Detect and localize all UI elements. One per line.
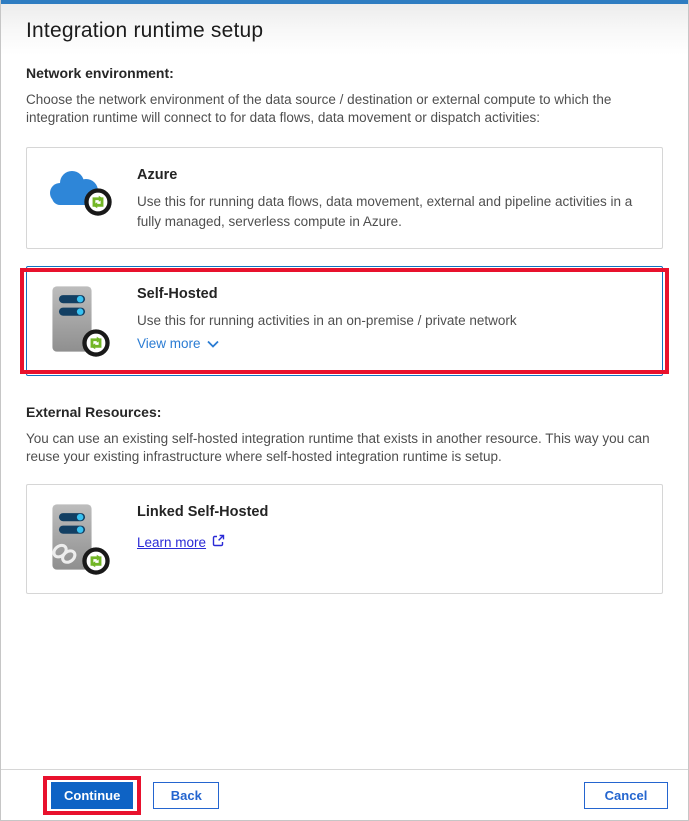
integration-runtime-badge-icon: [81, 546, 111, 581]
learn-more-link[interactable]: [137, 534, 225, 550]
card-azure-title: Azure: [137, 167, 178, 183]
external-link-icon: [212, 534, 225, 550]
continue-button[interactable]: Continue: [51, 782, 133, 809]
learn-more-label: Learn more: [137, 534, 207, 550]
integration-runtime-badge-icon: [83, 187, 113, 222]
chevron-down-icon: [207, 336, 219, 351]
external-resources-description: You can use an existing self-hosted integration runtime that exists in another resource. This way you can reuse your existing infrastructure where self-hosted integration runtime is setup.: [26, 431, 650, 464]
linked-server-icon: [47, 502, 111, 577]
card-linked-self-hosted[interactable]: [26, 484, 663, 594]
page-title: Integration runtime setup: [26, 19, 264, 42]
integration-runtime-badge-icon: [81, 328, 111, 363]
dialog-footer: [1, 769, 688, 820]
server-icon: [47, 284, 111, 359]
back-button[interactable]: Back: [153, 782, 219, 809]
network-environment-heading: Network environment:: [26, 65, 174, 81]
external-resources-heading: External Resources:: [26, 404, 162, 420]
cancel-button[interactable]: Cancel: [584, 782, 668, 809]
card-self-hosted-title: Self-Hosted: [137, 286, 218, 302]
card-linked-self-hosted-title: Linked Self-Hosted: [137, 504, 269, 520]
card-self-hosted[interactable]: [26, 266, 663, 376]
azure-cloud-icon: [47, 165, 111, 218]
network-environment-description: Choose the network environment of the data source / destination or external compute to which the integration runtime will connect to for data flows, data movement or dispatch activities:: [26, 92, 612, 125]
card-self-hosted-description: Use this for running activities in an on-premise / private network: [137, 313, 517, 328]
view-more-label: View more: [137, 336, 201, 351]
dialog-top-accent-bar: [1, 0, 688, 4]
card-azure[interactable]: [26, 147, 663, 249]
view-more-link[interactable]: [137, 336, 219, 351]
card-azure-description: Use this for running data flows, data movement, external and pipeline activities in a fully managed, serverless compute in Azure.: [137, 194, 633, 229]
